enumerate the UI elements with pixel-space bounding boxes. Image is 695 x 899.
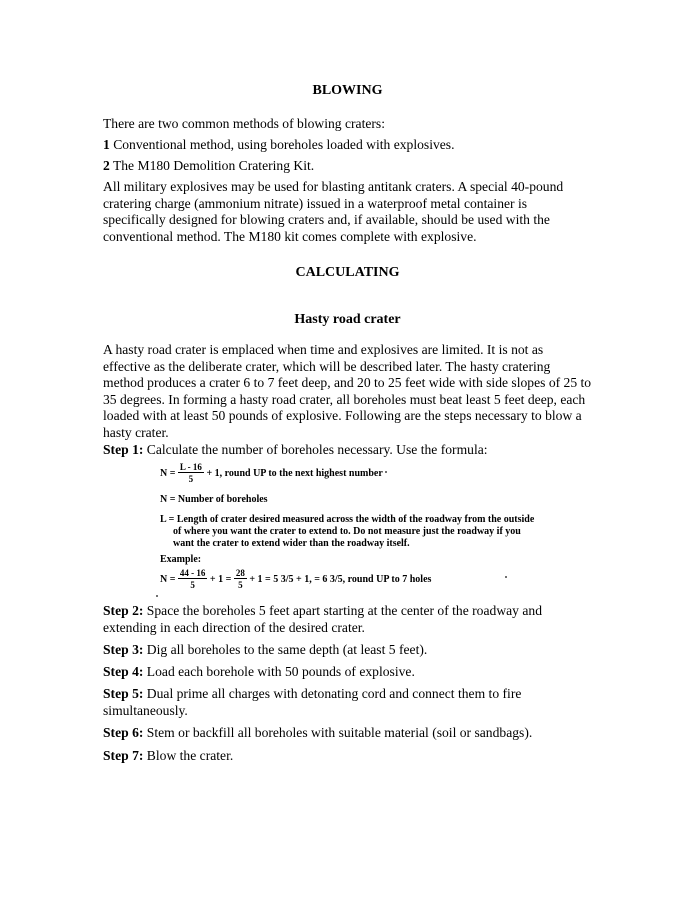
formula-l-definition-1: L = Length of crater desired measured across the width of the roadway from the outside: [160, 514, 535, 525]
scan-speck: [505, 576, 507, 578]
step-4-text: Load each borehole with 50 pounds of explosive.: [143, 664, 415, 679]
hasty-line: hasty crater.: [103, 424, 169, 440]
step-4: [103, 664, 603, 681]
step-7-label: Step 7:: [103, 748, 144, 763]
example-n-prefix: N =: [160, 573, 176, 585]
step-1-label: Step 1:: [103, 442, 144, 457]
formula-l-definition-3: want the crater to extend wider than the roadway itself.: [173, 538, 410, 549]
method-1: [103, 137, 603, 154]
heading-hasty-road-crater: Hasty road crater: [294, 312, 401, 327]
heading-blowing: BLOWING: [312, 83, 383, 98]
step-2-text: Space the boreholes 5 feet apart starting at the center of the roadway and: [143, 603, 542, 618]
step-6-text: Stem or backfill all boreholes with suitable material (soil or sandbags).: [143, 725, 533, 740]
explosives-paragraph: [103, 179, 603, 245]
formula-suffix: + 1, round UP to the next highest number: [206, 467, 383, 479]
formula-numerator: L - 16: [179, 462, 202, 472]
example-numerator-2: 28: [235, 568, 245, 578]
formula-fraction: [178, 462, 204, 485]
step-1: [103, 442, 603, 459]
step-7-text: Blow the crater.: [143, 748, 234, 763]
hasty-paragraph: [103, 342, 603, 442]
step-5-label: Step 5:: [103, 686, 144, 701]
example-numerator-1: 44 - 16: [179, 568, 206, 578]
step-2-label: Step 2:: [103, 603, 144, 618]
formula-denominator: 5: [188, 474, 194, 484]
step-5-text-cont: simultaneously.: [103, 702, 188, 718]
step-3-text: Dig all boreholes to the same depth (at least 5 feet).: [143, 642, 428, 657]
example-fraction-2: [234, 568, 247, 591]
step-7: [103, 748, 603, 765]
step-3-label: Step 3:: [103, 642, 144, 657]
step-6-label: Step 6:: [103, 725, 144, 740]
hasty-line: effective as the deliberate crater, which will be described later. The hasty cratering: [103, 358, 551, 374]
example-suffix: + 1 = 5 3/5 + 1, = 6 3/5, round UP to 7 holes: [249, 573, 432, 585]
method-1-number: 1: [103, 137, 110, 152]
method-2-text: The M180 Demolition Cratering Kit.: [109, 158, 315, 173]
example-fraction-1: [178, 568, 208, 591]
step-4-label: Step 4:: [103, 664, 144, 679]
step-3: [103, 642, 603, 659]
explosives-line: All military explosives may be used for blasting antitank craters. A special 40-pound: [103, 179, 564, 194]
example-denominator-2: 5: [238, 580, 243, 590]
formula-n-definition: N = Number of boreholes: [160, 494, 268, 505]
hasty-line: loaded with at least 50 pounds of explosive. Following are the steps necessary to blow a: [103, 408, 582, 424]
explosives-line: specifically designed for blowing craters and, if available, should be used with the: [103, 212, 550, 228]
hasty-line: method produces a crater 6 to 7 feet deep, and 20 to 25 feet wide with side slopes of 25 to: [103, 375, 592, 391]
formula-example: [160, 568, 431, 591]
step-2-text-cont: extending in each direction of the desired crater.: [103, 619, 365, 635]
formula-main: [160, 462, 383, 485]
step-5: [103, 686, 603, 719]
scan-speck: [385, 471, 387, 473]
scan-speck: [156, 595, 158, 597]
example-mid: + 1 =: [209, 573, 232, 585]
step-5-text: Dual prime all charges with detonating cord and connect them to fire: [143, 686, 522, 701]
step-6: [103, 725, 603, 742]
method-2: [103, 158, 603, 175]
formula-example-label: Example:: [160, 554, 202, 565]
hasty-line: A hasty road crater is emplaced when time and explosives are limited. It is not as: [103, 342, 544, 357]
method-1-text: Conventional method, using boreholes loaded with explosives.: [109, 137, 455, 152]
borehole-formula: [160, 462, 560, 602]
heading-calculating: CALCULATING: [295, 265, 400, 280]
formula-n-prefix: N =: [160, 467, 176, 479]
step-2: [103, 603, 603, 636]
example-denominator-1: 5: [190, 580, 195, 590]
hasty-line: 35 degrees. In forming a hasty road crater, all boreholes must beat least 5 feet deep, each: [103, 391, 586, 407]
intro-lead: There are two common methods of blowing craters:: [103, 116, 385, 131]
method-2-number: 2: [103, 158, 110, 173]
formula-l-definition-2: of where you want the crater to extend to. Do not measure just the roadway if you: [173, 526, 521, 537]
explosives-line: conventional method. The M180 kit comes complete with explosive.: [103, 228, 477, 244]
step-1-text: Calculate the number of boreholes necessary. Use the formula:: [143, 442, 488, 457]
explosives-line: cratering charge (ammonium nitrate) issued in a waterproof metal container is: [103, 195, 528, 211]
